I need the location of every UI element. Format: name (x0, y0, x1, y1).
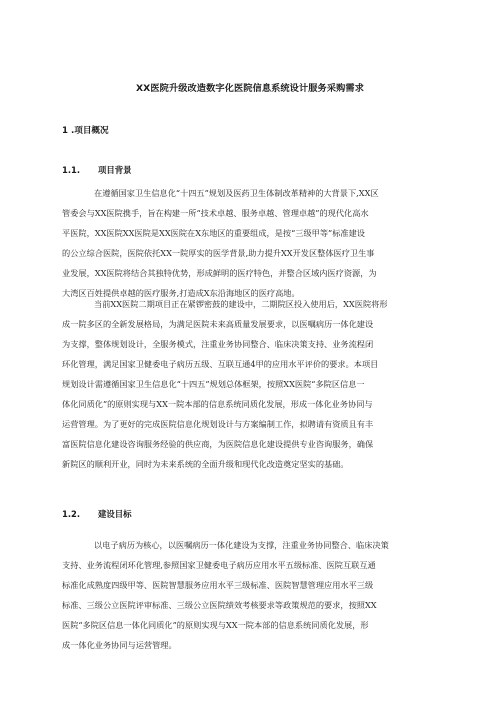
subsection-number: 1.2. (62, 509, 81, 519)
subsection-number: 1.1. (62, 165, 81, 175)
text-line: 在遵循国家卫生信息化“十四五”规划及医药卫生体制改革精神的大背景下,XX区 (94, 188, 379, 198)
text-line: 运营管理。为了更好的完成医院信息化规划设计与方案编制工作，拟聘请有资质且有丰 (62, 419, 374, 429)
text-line: 环化管理，满足国家卫健委电子病历五级、互联互通4甲的应用水平评价的要求。本项目 (62, 359, 379, 369)
subsection-title: 项目背景 (98, 165, 132, 175)
text-line: 标准化成熟度四级甲等、医院智慧服务应用水平三级标准、医院智慧管理应用水平三级 (62, 580, 374, 590)
text-line: 支持、业务流程闭环化管理,参照国家卫健委电子病历应用水平五级标准、医院互联互通 (62, 560, 376, 570)
subsection-heading-background (62, 164, 132, 176)
section-heading-project-overview: 1 .项目概况 (62, 126, 109, 136)
subsection-title: 建设目标 (98, 509, 132, 519)
text-line: 医院“多院区信息一体化同质化”的原则实现与XX一院本部的信息系统同质化发展，形 (62, 620, 369, 630)
text-line: 平医院，XX医院XX医院是XX医院在X东地区的重要组成，是按“三级甲等”标准建设 (62, 228, 365, 238)
text-line: 为支撑，整体规划设计，全服务模式，注重业务协同整合、临床决策支持、业务流程闭 (62, 339, 374, 349)
text-line: 成一体化业务协同与运营管理。 (62, 640, 177, 650)
background-paragraph-1 (62, 183, 438, 303)
text-line: 新院区的顺利开业，同时为未来系统的全面升级和现代化改造奠定坚实的基础。 (62, 459, 349, 469)
goals-paragraph-1 (62, 535, 438, 655)
text-line: 富医院信息化建设咨询服务经验的供应商，为医院信息化建设提供专业咨询服务，确保 (62, 439, 374, 449)
text-line: 业发展，XX医院将结合其独特优势，形成鲜明的医疗特色，并整合区域内医疗资源，为 (62, 268, 377, 278)
text-line: 规划设计需遵循国家卫生信息化“十四五”规划总体框架，按照XX医院“多院区信息一 (62, 379, 365, 389)
text-line: 体化同质化”的原则实现与XX一院本部的信息系统同质化发展，形成一体化业务协同与 (62, 399, 373, 409)
text-line: 大湾区百姓提供卓越的医疗服务,打造成X东沿海地区的医疗高地。 (62, 288, 300, 298)
text-line: 的公立综合医院，医院依托XX一院厚实的医学背景,助力提升XX开发区整体医疗卫生事 (62, 248, 375, 258)
text-line: 当前XX医院二期项目正在紧锣密鼓的建设中，二期院区投入使用后，XX医院将形 (94, 299, 388, 309)
subsection-heading-goals (62, 508, 132, 520)
text-line: 管委会与XX医院携手，旨在构建一所“技术卓越、服务卓越、管理卓越”的现代化高水 (62, 208, 369, 218)
background-paragraph-2 (62, 294, 438, 474)
text-line: 标准、三级公立医院评审标准、三级公立医院绩效考核要求等政策规范的要求，按照XX (62, 600, 377, 610)
text-line: 成一院多区的全新发展格局，为满足医院未来高质量发展要求，以医嘱病历一体化建设 (62, 319, 374, 329)
text-line: 以电子病历为核心，以医嘱病历一体化建设为支撑，注重业务协同整合、临床决策 (94, 540, 389, 550)
document-title: XX医院升级改造数字化医院信息系统设计服务采购需求 (136, 83, 364, 94)
